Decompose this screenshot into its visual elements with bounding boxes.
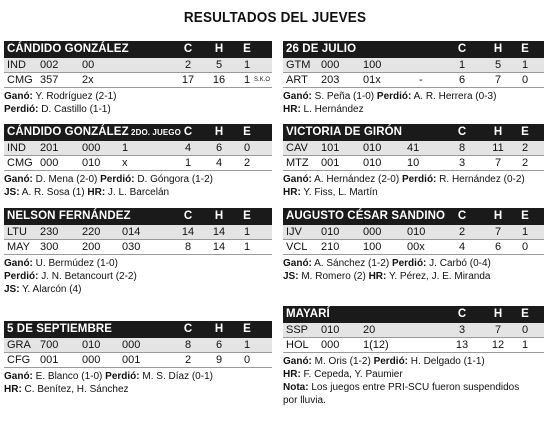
note-line (4, 103, 272, 116)
note-label: Ganó: (4, 91, 33, 102)
note-label: Ganó: (283, 258, 312, 269)
note-text: S. Peña (1-0) (311, 91, 377, 102)
innings-1-3: 010 (321, 324, 340, 336)
hits-total: 6 (215, 339, 223, 351)
note-label: Ganó: (4, 371, 33, 382)
innings-4-6: 100 (363, 59, 382, 71)
innings-4-6: 010 (82, 157, 101, 169)
innings-1-3: 210 (321, 241, 340, 253)
runs-total: 3 (458, 157, 466, 169)
errors-total: 0 (243, 354, 251, 366)
hits-total: 9 (215, 354, 223, 366)
innings-4-6: 010 (82, 339, 101, 351)
note-label: Perdió: (4, 104, 39, 115)
score-row (4, 73, 272, 88)
note-text: C. Benítez, H. Sánchez (21, 384, 129, 395)
team-code: MAY (7, 241, 31, 253)
game-notes (4, 90, 272, 116)
innings-4-6: 220 (82, 226, 101, 238)
column-header-h: H (493, 126, 503, 138)
hits-total: 16 (212, 74, 226, 86)
note-text: Y. Pérez, J. E. Miranda (386, 271, 491, 282)
errors-total: 0 (243, 142, 251, 154)
note-label: Ganó: (283, 174, 312, 185)
innings-1-3: 300 (40, 241, 59, 253)
innings-1-3: 101 (321, 142, 340, 154)
game-header (4, 41, 272, 58)
innings-4-6: 100 (363, 241, 382, 253)
errors-total: 1 (243, 241, 251, 253)
column-header-e: E (243, 210, 251, 222)
game-box-candido-gonzalez-2 (4, 124, 272, 199)
game-box-candido-gonzalez (4, 41, 272, 116)
runs-total: 3 (458, 324, 466, 336)
note-line (283, 90, 544, 103)
runs-total: 8 (184, 339, 192, 351)
venue-subtitle: 2DO. JUEGO (128, 128, 181, 137)
innings-4-6: 000 (82, 142, 101, 154)
hits-total: 11 (492, 142, 504, 154)
score-row (283, 323, 544, 338)
venue-name: AUGUSTO CÉSAR SANDINO (286, 210, 446, 222)
score-row (4, 141, 272, 156)
game-notes (283, 173, 544, 199)
innings-1-3: 000 (40, 157, 59, 169)
game-header (283, 306, 544, 323)
hits-total: 12 (491, 339, 505, 351)
venue-name: CÁNDIDO GONZÁLEZ 2DO. JUEGO (7, 126, 181, 138)
hits-total: 14 (212, 241, 226, 253)
innings-7-9: 014 (122, 226, 141, 238)
venue-name: NELSON FERNÁNDEZ (7, 210, 131, 222)
innings-7-9: 010 (407, 226, 426, 238)
note-text: por lluvia. (283, 395, 326, 406)
errors-total: 0 (521, 241, 529, 253)
score-row (4, 240, 272, 255)
score-row (283, 58, 544, 73)
team-code: HOL (286, 339, 309, 351)
column-header-e: E (521, 43, 529, 55)
runs-total: 2 (184, 354, 192, 366)
note-label: Perdió: (4, 271, 39, 282)
page-title: RESULTADOS DEL JUEVES (183, 9, 367, 26)
innings-1-3: 230 (40, 226, 59, 238)
game-box-5-de-septiembre (4, 321, 272, 396)
team-code: CFG (7, 354, 31, 366)
game-box-mayari (283, 306, 544, 407)
venue-name: VICTORIA DE GIRÓN (286, 126, 403, 138)
column-header-e: E (521, 210, 529, 222)
note-text: M. S. Díaz (0-1) (139, 371, 213, 382)
game-header (4, 208, 272, 225)
note-text: J. L. Barcelán (105, 187, 170, 198)
column-header-c: C (457, 43, 467, 55)
column-header-h: H (493, 210, 503, 222)
note-line (283, 257, 544, 270)
innings-7-9: 000 (122, 339, 141, 351)
game-box-victoria-de-giron (283, 124, 544, 199)
note-label: Perdió: (391, 258, 427, 269)
column-header-c: C (457, 308, 467, 320)
note-label: HR: (4, 384, 22, 395)
runs-total: 4 (458, 241, 466, 253)
hits-total: 5 (215, 59, 223, 71)
hits-total: 7 (494, 226, 502, 238)
note-label: JS: (283, 271, 299, 282)
errors-total: 1 (243, 226, 251, 238)
note-line (4, 186, 272, 199)
game-box-augusto-cesar-sandino (283, 208, 544, 283)
team-code: GRA (7, 339, 31, 351)
venue-name: MAYARÍ (286, 308, 330, 320)
hits-total: 4 (215, 157, 223, 169)
note-text: Y. Alarcón (4) (19, 284, 82, 295)
score-row (4, 58, 272, 73)
team-code: GTM (286, 59, 311, 71)
game-notes (4, 173, 272, 199)
errors-total: 0 (521, 324, 529, 336)
column-header-c: C (183, 43, 193, 55)
game-header (4, 321, 272, 338)
game-header (283, 41, 544, 58)
note-line (283, 173, 544, 186)
note-text: Y. Fiss, L. Martín (300, 187, 378, 198)
note-line (283, 103, 544, 116)
runs-total: 4 (184, 142, 192, 154)
note-text: J. N. Betancourt (2-2) (38, 271, 137, 282)
note-line (4, 370, 272, 383)
innings-1-3: 002 (40, 59, 59, 71)
note-text: L. Hernández (300, 104, 364, 115)
team-code: SSP (286, 324, 309, 336)
score-row (283, 240, 544, 255)
note-line (4, 173, 272, 186)
runs-total: 8 (458, 142, 466, 154)
innings-7-9: 1 (122, 142, 129, 154)
note-text: D. Castillo (1-1) (38, 104, 111, 115)
innings-1-3: 000 (321, 339, 340, 351)
note-line (4, 257, 272, 270)
team-code: VCL (286, 241, 308, 253)
innings-7-9: 001 (122, 354, 141, 366)
team-code: ART (286, 74, 308, 86)
hits-total: 7 (494, 74, 502, 86)
innings-4-6: 010 (363, 142, 382, 154)
team-code: MTZ (286, 157, 309, 169)
score-row (283, 225, 544, 240)
innings-1-3: 000 (321, 59, 340, 71)
team-code: LTU (7, 226, 27, 238)
note-label: Nota: (283, 382, 309, 393)
innings-4-6: 000 (363, 226, 382, 238)
team-code: IJV (286, 226, 302, 238)
runs-total: 6 (458, 74, 466, 86)
innings-4-6: 20 (363, 324, 376, 336)
game-notes (283, 257, 544, 283)
runs-total: 17 (181, 74, 195, 86)
hits-total: 6 (215, 142, 223, 154)
score-row (283, 141, 544, 156)
innings-4-6: 010 (363, 157, 382, 169)
errors-total: 1 (521, 226, 529, 238)
note-label: JS: (4, 187, 20, 198)
note-label: Ganó: (4, 258, 33, 269)
innings-4-6: 2x (82, 74, 94, 86)
note-line (283, 270, 544, 283)
note-text: A. Sánchez (1-2) (311, 258, 392, 269)
note-text: M. Romero (2) (298, 271, 369, 282)
innings-1-3: 001 (321, 157, 340, 169)
score-mark: - (419, 74, 423, 86)
venue-name: 5 DE SEPTIEMBRE (7, 323, 113, 335)
innings-4-6: 000 (82, 354, 101, 366)
game-notes (4, 257, 272, 296)
note-line (283, 381, 544, 394)
result-note: S.K.O (254, 77, 271, 83)
innings-1-3: 357 (40, 74, 59, 86)
innings-7-9: 41 (407, 142, 420, 154)
runs-total: 2 (458, 226, 466, 238)
column-header-e: E (243, 323, 251, 335)
note-text: J. Carbó (0-4) (426, 258, 491, 269)
hits-total: 7 (494, 157, 502, 169)
note-label: Perdió: (401, 174, 437, 185)
column-header-e: E (521, 126, 529, 138)
errors-total: 1 (243, 59, 251, 71)
note-text: F. Cepeda, Y. Paumier (300, 369, 403, 380)
column-header-h: H (214, 210, 224, 222)
hits-total: 7 (494, 324, 502, 336)
innings-4-6: 01x (363, 74, 381, 86)
column-header-c: C (183, 126, 193, 138)
note-text: U. Bermúdez (1-0) (32, 258, 118, 269)
hits-total: 5 (494, 59, 502, 71)
note-label: Perdió: (100, 174, 135, 185)
note-label: HR: (283, 187, 301, 198)
column-header-e: E (521, 308, 529, 320)
score-row (283, 73, 544, 88)
note-label: Ganó: (283, 91, 312, 102)
team-code: CAV (286, 142, 308, 154)
errors-total: 2 (521, 142, 529, 154)
column-header-c: C (183, 210, 193, 222)
column-header-h: H (214, 43, 224, 55)
note-line (4, 270, 272, 283)
note-line (283, 394, 544, 407)
column-header-c: C (183, 323, 193, 335)
note-text: M. Oris (1-2) (311, 356, 374, 367)
game-header (4, 124, 272, 141)
game-header (283, 208, 544, 225)
runs-total: 1 (458, 59, 466, 71)
errors-total: 1 (521, 59, 529, 71)
note-text: Los juegos entre PRI-SCU fueron suspendidos (308, 382, 520, 393)
column-header-h: H (214, 323, 224, 335)
venue-name: 26 DE JULIO (286, 43, 357, 55)
team-code: IND (7, 142, 26, 154)
errors-total: 1 (521, 339, 529, 351)
score-row (4, 225, 272, 240)
runs-total: 2 (184, 59, 192, 71)
game-box-26-de-julio (283, 41, 544, 116)
note-text: A. R. Herrera (0-3) (411, 91, 497, 102)
note-line (283, 186, 544, 199)
column-header-c: C (457, 126, 467, 138)
runs-total: 14 (181, 226, 195, 238)
note-label: Ganó: (283, 356, 312, 367)
venue-name: CÁNDIDO GONZÁLEZ (7, 43, 129, 55)
hits-total: 14 (212, 226, 226, 238)
column-header-e: E (243, 43, 251, 55)
game-notes (4, 370, 272, 396)
note-label: HR: (368, 271, 387, 282)
innings-1-3: 010 (321, 226, 340, 238)
note-label: Perdió: (105, 371, 140, 382)
note-text: H. Delgado (1-1) (408, 356, 485, 367)
errors-total: 2 (521, 157, 529, 169)
note-text: A. Hernández (2-0) (311, 174, 402, 185)
column-header-h: H (214, 126, 224, 138)
innings-1-3: 201 (40, 142, 59, 154)
column-header-e: E (243, 126, 251, 138)
score-row (4, 353, 272, 368)
note-text: E. Blanco (1-0) (32, 371, 106, 382)
note-text: Y. Rodríguez (2-1) (32, 91, 117, 102)
runs-total: 13 (455, 339, 469, 351)
errors-total: 2 (243, 157, 251, 169)
note-line (4, 90, 272, 103)
note-label: HR: (283, 369, 301, 380)
team-code: CMG (7, 74, 33, 86)
note-label: JS: (4, 284, 20, 295)
note-label: HR: (87, 187, 106, 198)
note-label: HR: (283, 104, 301, 115)
game-box-nelson-fernandez (4, 208, 272, 296)
team-code: IND (7, 59, 26, 71)
team-code: CMG (7, 157, 33, 169)
note-text: R. Hernández (0-2) (436, 174, 525, 185)
column-header-h: H (493, 308, 503, 320)
note-line (4, 383, 272, 396)
innings-7-9: x (122, 157, 128, 169)
innings-7-9: 030 (122, 241, 141, 253)
innings-7-9: 00x (407, 241, 425, 253)
game-notes (283, 90, 544, 116)
innings-1-3: 001 (40, 354, 59, 366)
errors-total: 1 (243, 74, 251, 86)
column-header-c: C (457, 210, 467, 222)
runs-total: 8 (184, 241, 192, 253)
innings-1-3: 203 (321, 74, 340, 86)
note-label: Perdió: (376, 91, 412, 102)
errors-total: 0 (521, 74, 529, 86)
note-text: D. Mena (2-0) (32, 174, 101, 185)
note-text: D. Góngora (1-2) (134, 174, 213, 185)
score-row (4, 156, 272, 171)
note-line (283, 368, 544, 381)
innings-1-3: 700 (40, 339, 59, 351)
score-row (4, 338, 272, 353)
note-line (283, 355, 544, 368)
score-row (283, 338, 544, 353)
hits-total: 6 (494, 241, 502, 253)
innings-4-6: 00 (82, 59, 95, 71)
errors-total: 1 (243, 339, 251, 351)
runs-total: 1 (184, 157, 192, 169)
column-header-h: H (493, 43, 503, 55)
note-label: Perdió: (373, 356, 409, 367)
innings-4-6: 200 (82, 241, 101, 253)
score-row (283, 156, 544, 171)
innings-7-9: 10 (407, 157, 420, 169)
note-line (4, 283, 272, 296)
game-header (283, 124, 544, 141)
game-notes (283, 355, 544, 407)
note-label: Ganó: (4, 174, 33, 185)
note-text: A. R. Sosa (1) (19, 187, 88, 198)
innings-4-6: 1(12) (363, 339, 389, 351)
